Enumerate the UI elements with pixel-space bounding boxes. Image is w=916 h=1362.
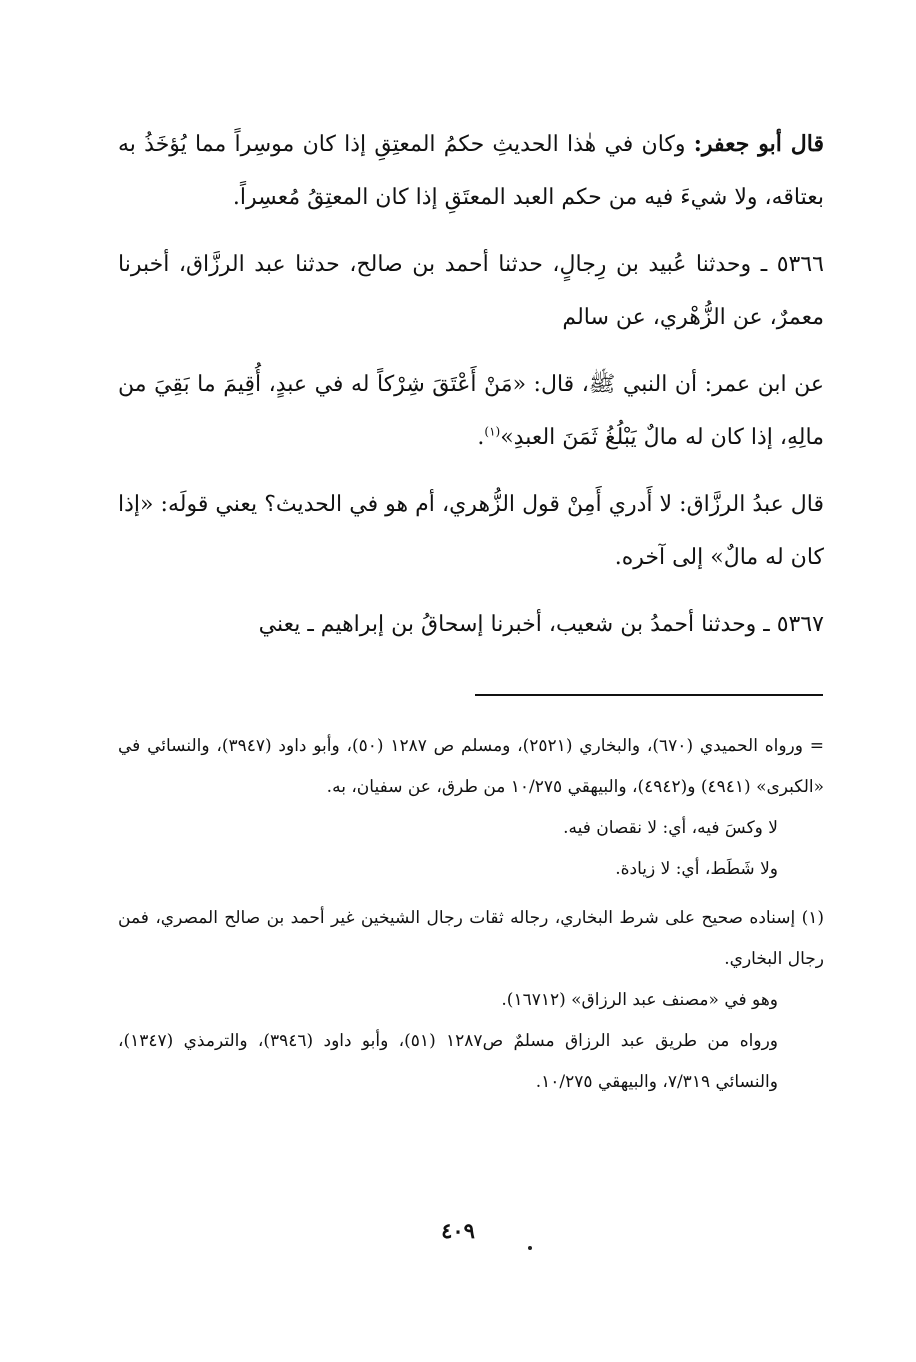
paragraph-3-end: . bbox=[477, 425, 485, 450]
page-number: ٤٠٩ bbox=[441, 1218, 475, 1243]
footnote-1-routes: ورواه من طريق عبد الرزاق مسلمٌ ص١٢٨٧ (٥١)، وأبو داود (٣٩٤٦)، والترمذي (١٣٤٧)، والنسائي ٧/٣١٩، والبيهقي ١٠/٢٧٥. bbox=[118, 1031, 778, 1092]
hadith-5366: ٥٣٦٦ ـ وحدثنا عُبيد بن رِجالٍ، حدثنا أحمد بن صالح، حدثنا عبد الرزَّاق، أخبرنا معمرٌ، عن الزُّهْري، عن سالم bbox=[118, 252, 824, 330]
paragraph-3 bbox=[118, 358, 824, 464]
print-speck bbox=[528, 1246, 532, 1250]
footnote-divider bbox=[475, 694, 823, 696]
footnote-1-source: وهو في «مصنف عبد الرزاق» (١٦٧١٢). bbox=[501, 990, 778, 1010]
footnote-gloss-1: لا وكسَ فيه، أي: لا نقصان فيه. bbox=[563, 818, 778, 838]
paragraph-1 bbox=[118, 118, 824, 224]
footnote-continuation: = ورواه الحميدي (٦٧٠)، والبخاري (٢٥٢١)، ومسلم ص ١٢٨٧ (٥٠)، وأبو داود (٣٩٤٧)، والنسائي في «الكبرى» (٤٩٤١) و(٤٩٤٢)، والبيهقي ١٠/٢٧٥ من طرق، عن سفيان، به. bbox=[118, 736, 824, 797]
speaker-label: قال أبو جعفر: bbox=[693, 131, 824, 157]
paragraph-4: قال عبدُ الرزَّاق: لا أَدري أَمِنْ قول الزُّهري، أم هو في الحديث؟ يعني قولَه: «إذا كان له مالٌ» إلى آخره. bbox=[118, 492, 824, 570]
main-text bbox=[118, 118, 824, 665]
footnote-1: (١) إسناده صحيح على شرط البخاري، رجاله ثقات رجال الشيخين غير أحمد بن صالح المصري، فمن رجال البخاري. bbox=[118, 908, 824, 969]
paragraph-3-text: عن ابن عمر: أن النبي ﷺ، قال: «مَنْ أَعْتَقَ شِرْكاً له في عبدٍ، أُقِيمَ ما بَقِيَ من مالِهِ، إذا كان له مالٌ يَبْلُغُ ثَمَنَ العبدِ» bbox=[118, 372, 824, 450]
footnote-ref: (١) bbox=[484, 424, 501, 439]
footnotes bbox=[118, 726, 824, 1103]
paragraph-1-text: وكان في هٰذا الحديثِ حكمُ المعتِقِ إذا كان موسِراً مما يُؤخَذُ به بعتاقه، ولا شيءَ فيه من حكم العبد المعتَقِ إذا كان المعتِقُ مُعسِراً. bbox=[118, 132, 824, 210]
hadith-5367: ٥٣٦٧ ـ وحدثنا أحمدُ بن شعيب، أخبرنا إسحاقُ بن إبراهيم ـ يعني bbox=[258, 612, 824, 637]
footnote-gloss-2: ولا شَطَط، أي: لا زيادة. bbox=[615, 859, 778, 879]
